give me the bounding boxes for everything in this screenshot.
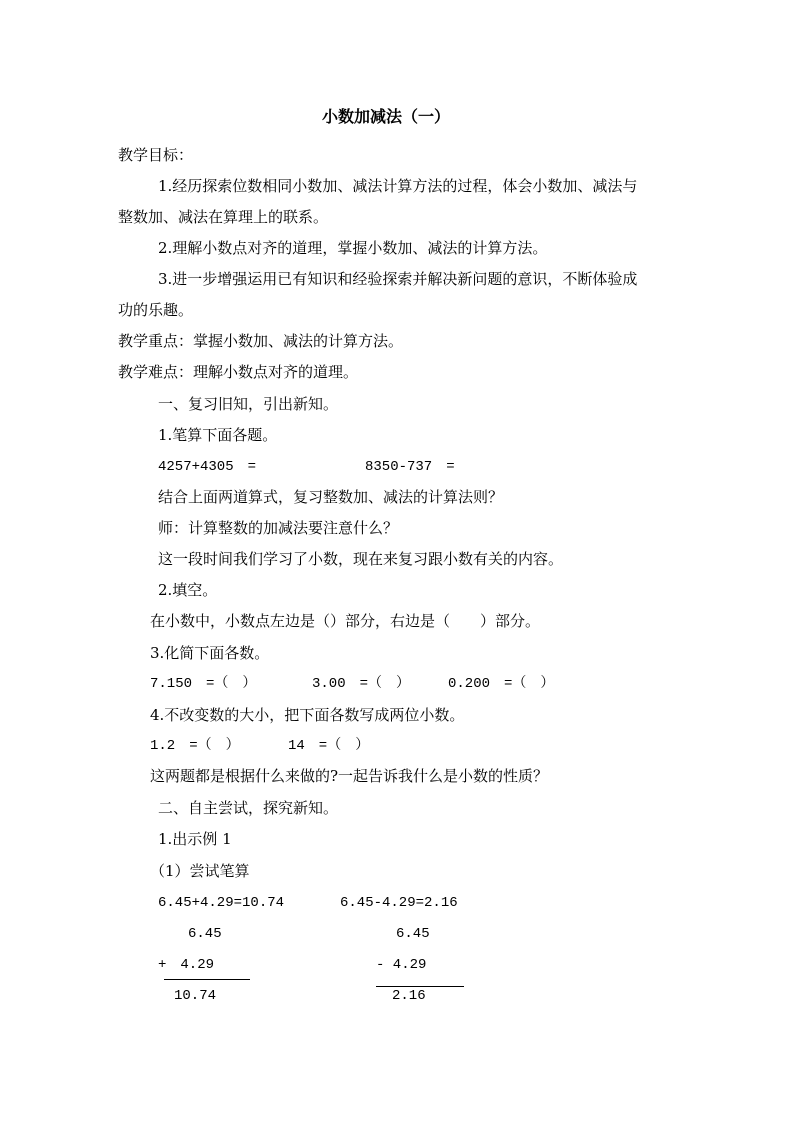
text-line: 这一段时间我们学习了小数，现在来复习跟小数有关的内容。 bbox=[158, 550, 564, 568]
text-line: 师：计算整数的加减法要注意什么？ bbox=[158, 519, 399, 537]
text-line: 这两题都是根据什么来做的?一起告诉我什么是小数的性质？ bbox=[150, 767, 549, 785]
vertical-add-bottom: + 4.29 bbox=[158, 957, 215, 973]
math-expression: 4257+4305 = bbox=[158, 459, 257, 475]
text-line: 2.理解小数点对齐的道理，掌握小数加、减法的计算方法。 bbox=[158, 239, 548, 257]
text-line: 教学目标： bbox=[118, 146, 194, 164]
math-expression: 3.00 =（ ） bbox=[312, 676, 411, 692]
text-line: 功的乐趣。 bbox=[118, 301, 194, 319]
add-underline bbox=[164, 979, 250, 980]
math-expression: 8350-737 = bbox=[365, 459, 455, 475]
text-line: 1.笔算下面各题。 bbox=[158, 426, 278, 444]
math-expression: 14 =（ ） bbox=[288, 738, 370, 754]
text-line: 教学难点：理解小数点对齐的道理。 bbox=[118, 363, 359, 381]
vertical-sub-top: 6.45 bbox=[396, 926, 430, 942]
text-line: 3.进一步增强运用已有知识和经验探索并解决新问题的意识，不断体验成 bbox=[158, 270, 638, 288]
text-line: 1.出示例 1 bbox=[158, 830, 232, 848]
vertical-add-result: 10.74 bbox=[174, 988, 217, 1004]
text-line: 1.经历探索位数相同小数加、减法计算方法的过程，体会小数加、减法与 bbox=[158, 177, 638, 195]
page-title: 小数加减法（一） bbox=[322, 107, 451, 126]
math-expression: 0.200 =（ ） bbox=[448, 676, 555, 692]
math-expression: 7.150 =（ ） bbox=[150, 676, 257, 692]
text-line: 4.不改变数的大小，把下面各数写成两位小数。 bbox=[150, 706, 465, 724]
text-line: （1）尝试笔算 bbox=[150, 862, 250, 880]
text-line: 整数加、减法在算理上的联系。 bbox=[118, 208, 329, 226]
text-line: 结合上面两道算式，复习整数加、减法的计算法则？ bbox=[158, 488, 504, 506]
section-heading: 一、复习旧知，引出新知。 bbox=[158, 395, 339, 413]
vertical-sub-result: 2.16 bbox=[392, 988, 426, 1004]
text-line: 教学重点：掌握小数加、减法的计算方法。 bbox=[118, 332, 404, 350]
text-line: 3.化简下面各数。 bbox=[150, 644, 270, 662]
math-expression: 1.2 =（ ） bbox=[150, 738, 240, 754]
text-line: 2.填空。 bbox=[158, 581, 218, 599]
example-add-expression: 6.45+4.29=10.74 bbox=[158, 895, 285, 911]
example-sub-expression: 6.45-4.29=2.16 bbox=[340, 895, 458, 911]
text-line: 在小数中，小数点左边是（）部分，右边是（ ）部分。 bbox=[150, 612, 541, 630]
vertical-add-top: 6.45 bbox=[188, 926, 222, 942]
section-heading: 二、自主尝试，探究新知。 bbox=[158, 799, 339, 817]
vertical-sub-bottom: - 4.29 bbox=[376, 957, 427, 973]
